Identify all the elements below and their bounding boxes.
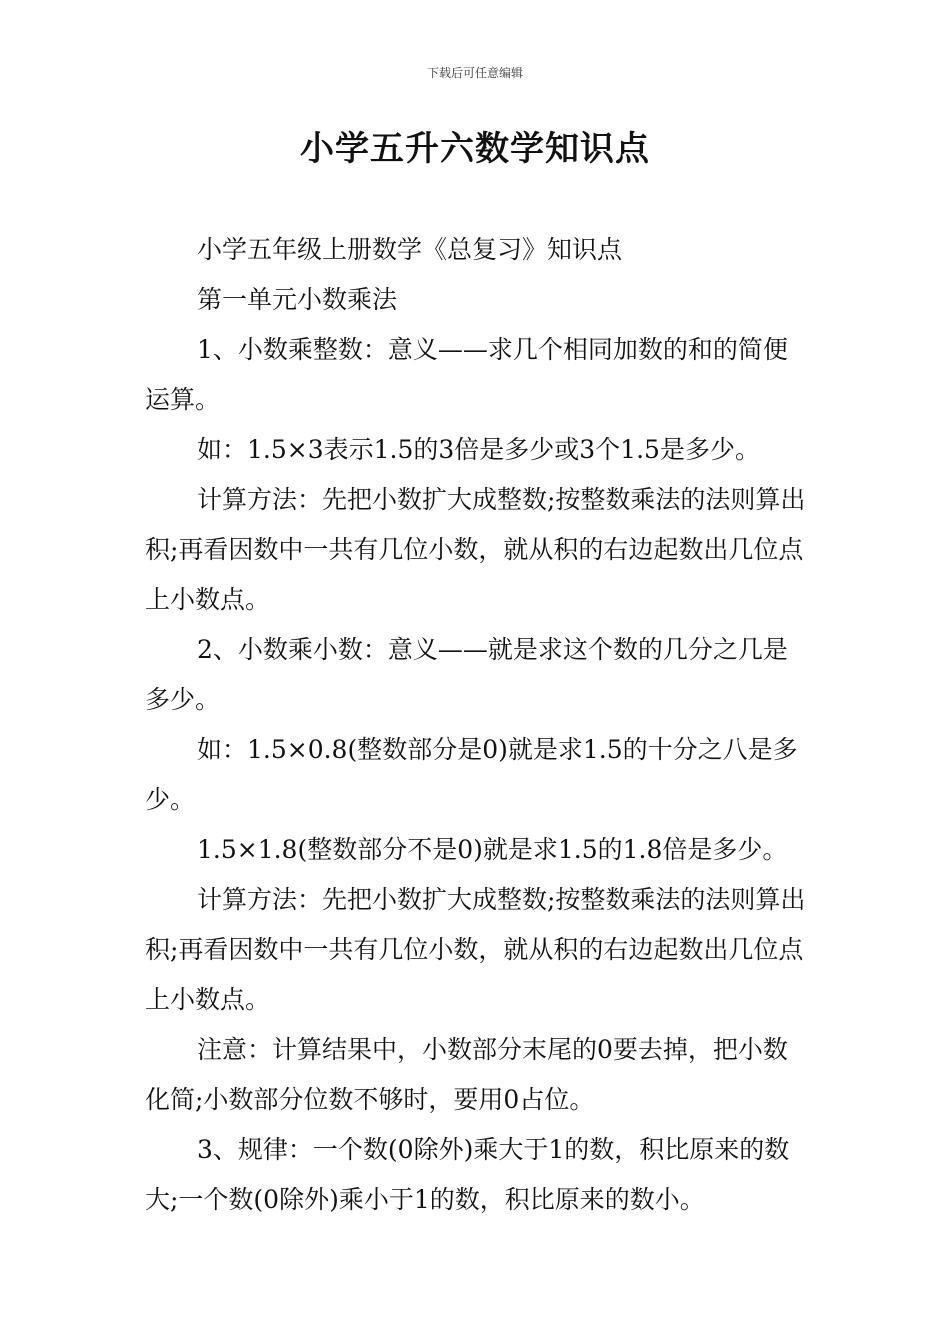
paragraph-method-1: 计算方法：先把小数扩大成整数;按整数乘法的法则算出积;再看因数中一共有几位小数，就从积的右边起数出几位点上小数点。 [145, 485, 806, 614]
paragraph-example-3: 1.5×1.8(整数部分不是0)就是求1.5的1.8倍是多少。 [197, 835, 788, 864]
paragraph-unit-heading: 第一单元小数乘法 [197, 285, 398, 314]
paragraph-note: 注意：计算结果中，小数部分末尾的0要去掉，把小数化简;小数部分位数不够时，要用0占位。 [145, 1035, 788, 1114]
paragraph-example-1: 如：1.5×3表示1.5的3倍是多少或3个1.5是多少。 [197, 435, 760, 464]
paragraph-method-2: 计算方法：先把小数扩大成整数;按整数乘法的法则算出积;再看因数中一共有几位小数，就从积的右边起数出几位点上小数点。 [145, 885, 806, 1014]
paragraph-decimal-times-decimal: 2、小数乘小数：意义——就是求这个数的几分之几是多少。 [145, 635, 788, 714]
paragraph-subtitle: 小学五年级上册数学《总复习》知识点 [197, 235, 623, 264]
paragraph-decimal-times-integer: 1、小数乘整数：意义——求几个相同加数的和的简便运算。 [145, 335, 788, 414]
paragraph-rule: 3、规律：一个数(0除外)乘大于1的数，积比原来的数大;一个数(0除外)乘小于1的数，积比原来的数小。 [145, 1135, 790, 1214]
page-title: 小学五升六数学知识点 [300, 129, 650, 169]
page-header-note: 下载后可任意编辑 [426, 66, 523, 80]
document-body [145, 225, 810, 1225]
paragraph-example-2: 如：1.5×0.8(整数部分是0)就是求1.5的十分之八是多少。 [145, 735, 798, 814]
